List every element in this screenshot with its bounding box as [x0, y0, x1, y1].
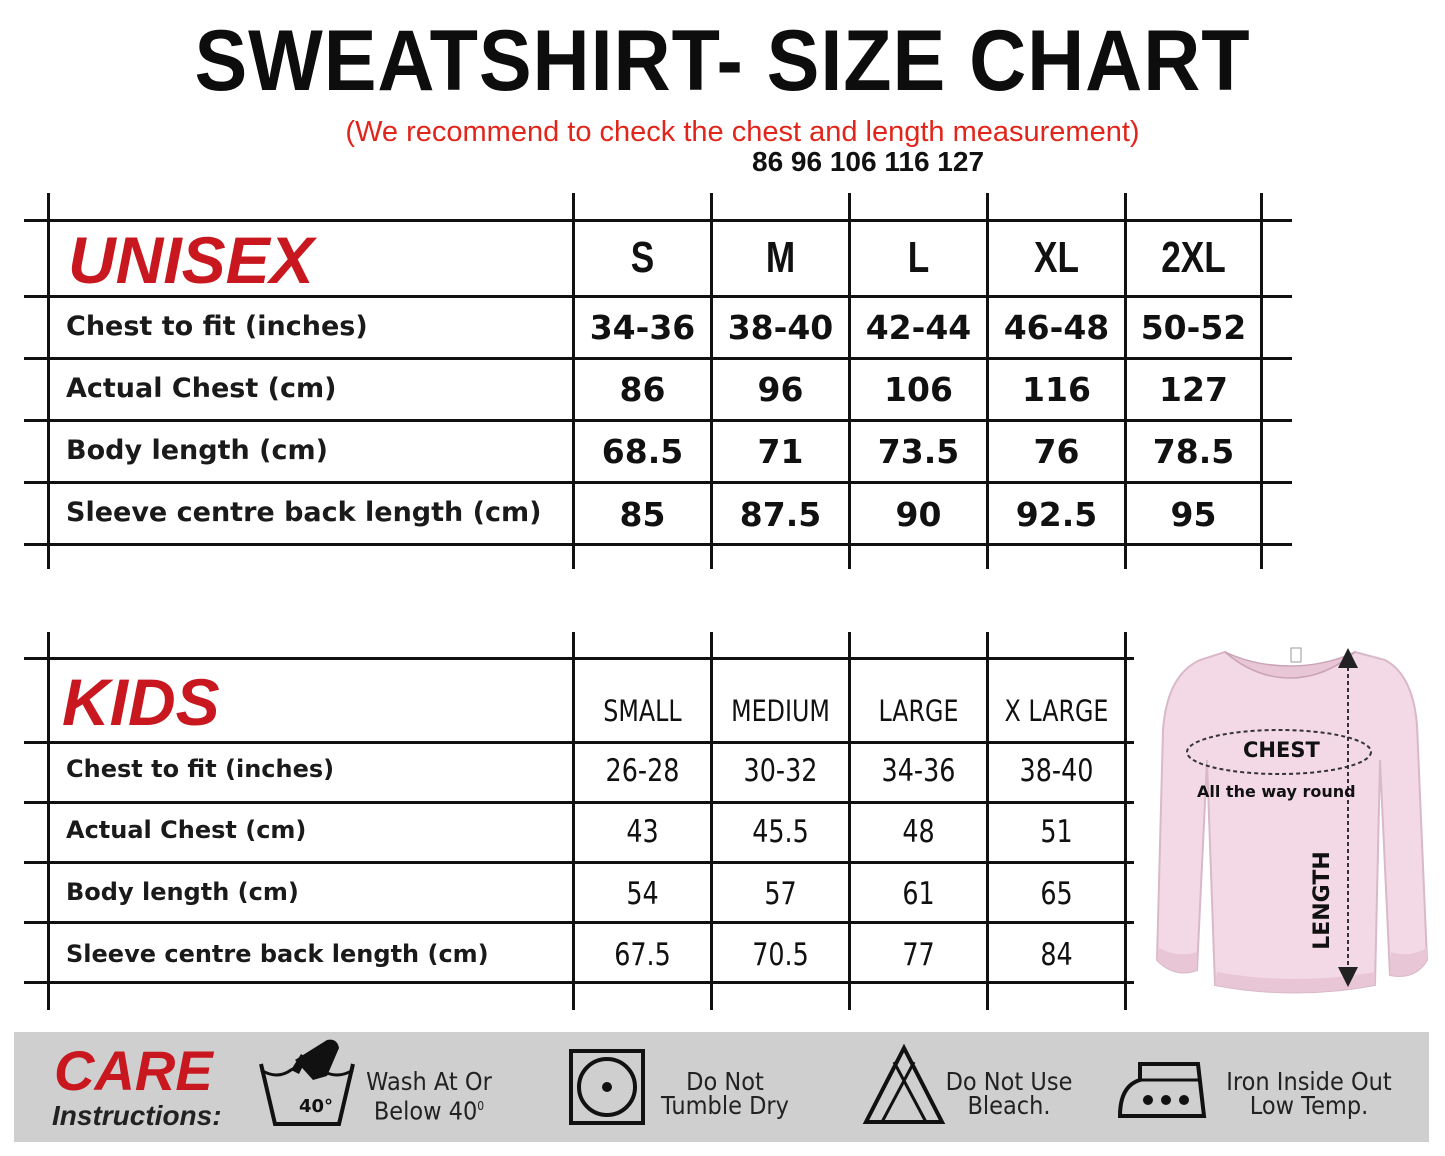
table-cell: 38-40	[1019, 753, 1094, 789]
size-header: L	[907, 233, 930, 282]
table-cell: 34-36	[589, 308, 696, 347]
stray-numbers: 86 96 106 116 127	[752, 146, 985, 177]
care-text-dry	[658, 1067, 793, 1120]
care-line: Do Not Use	[945, 1067, 1073, 1096]
care-text-bleach	[942, 1067, 1077, 1120]
table-rule	[24, 861, 1134, 864]
table-rule	[24, 741, 1134, 744]
care-line-text: Below 40	[373, 1096, 478, 1126]
table-rule	[24, 543, 1292, 546]
degree-mark: 0	[477, 1099, 485, 1113]
wash-tub-icon	[257, 1036, 357, 1137]
care-text-wash	[362, 1067, 497, 1126]
table-rule	[24, 657, 1134, 660]
row-label: Chest to fit (inches)	[66, 311, 368, 342]
table-cell: 54	[626, 876, 659, 912]
sweatshirt-diagram	[1145, 630, 1435, 1000]
row-label: Sleeve centre back length (cm)	[66, 497, 542, 528]
table-rule	[848, 632, 851, 1010]
chest-label: CHEST	[1243, 738, 1320, 762]
table-rule	[47, 193, 50, 569]
chest-note: All the way round	[1197, 782, 1356, 801]
table-cell: 65	[1040, 876, 1073, 912]
table-cell: 34-36	[881, 753, 956, 789]
table-cell: 87.5	[739, 495, 822, 534]
table-cell: 73.5	[877, 432, 960, 471]
length-label: LENGTH	[1309, 851, 1335, 950]
care-subtitle: Instructions:	[52, 1100, 222, 1131]
care-line: Iron Inside Out	[1226, 1067, 1392, 1096]
table-cell: 106	[884, 370, 953, 409]
table-cell: 68.5	[601, 432, 684, 471]
table-rule	[1260, 193, 1263, 569]
care-instructions-bar	[14, 1032, 1429, 1142]
table-rule	[1124, 632, 1127, 1010]
table-cell: 86	[619, 370, 666, 409]
size-header: S	[630, 233, 655, 282]
care-line: Low Temp.	[1249, 1091, 1369, 1120]
table-rule	[710, 632, 713, 1010]
care-line: Do Not	[686, 1067, 764, 1096]
table-cell: 85	[619, 495, 666, 534]
unisex-heading: UNISEX	[68, 223, 314, 297]
page-title: SWEATSHIRT- SIZE CHART	[194, 13, 1251, 109]
care-line: Tumble Dry	[661, 1091, 789, 1120]
size-header: XL	[1034, 233, 1079, 282]
row-label: Body length (cm)	[66, 435, 328, 466]
table-rule	[47, 632, 50, 1010]
table-cell: 116	[1022, 370, 1091, 409]
table-cell: 42-44	[865, 308, 972, 347]
table-rule	[24, 921, 1134, 924]
care-line: Bleach.	[967, 1091, 1051, 1120]
table-cell: 76	[1033, 432, 1080, 471]
row-label: Chest to fit (inches)	[66, 755, 335, 783]
table-cell: 26-28	[605, 753, 680, 789]
size-header: SMALL	[603, 694, 682, 728]
bleach-triangle-icon	[862, 1044, 946, 1131]
table-cell: 71	[757, 432, 804, 471]
table-cell: 30-32	[743, 753, 818, 789]
page-subtitle: (We recommend to check the chest and length measurement)	[345, 116, 1140, 148]
size-header: M	[765, 233, 796, 282]
tumble-dry-icon	[568, 1048, 646, 1131]
table-cell: 67.5	[614, 937, 671, 973]
table-rule	[24, 357, 1292, 360]
row-label: Body length (cm)	[66, 878, 299, 906]
table-rule	[24, 801, 1134, 804]
table-cell: 78.5	[1152, 432, 1235, 471]
table-cell: 51	[1040, 814, 1073, 850]
table-rule	[24, 481, 1292, 484]
care-line: Wash At Or	[366, 1067, 492, 1096]
care-text-iron	[1224, 1067, 1395, 1120]
table-cell: 48	[902, 814, 935, 850]
wash-temp-badge: 40°	[299, 1096, 334, 1117]
table-cell: 84	[1040, 937, 1073, 973]
table-cell: 38-40	[727, 308, 834, 347]
iron-icon	[1114, 1056, 1214, 1127]
table-cell: 50-52	[1140, 308, 1247, 347]
table-rule	[24, 981, 1134, 984]
table-cell: 77	[902, 937, 935, 973]
table-cell: 92.5	[1015, 495, 1098, 534]
table-cell: 45.5	[752, 814, 809, 850]
row-label: Actual Chest (cm)	[66, 816, 307, 844]
table-cell: 46-48	[1003, 308, 1110, 347]
care-title: CARE	[54, 1039, 213, 1102]
row-label: Sleeve centre back length (cm)	[66, 940, 489, 968]
table-cell: 90	[895, 495, 942, 534]
table-rule	[572, 632, 575, 1010]
table-cell: 96	[757, 370, 804, 409]
table-cell: 95	[1170, 495, 1217, 534]
size-header: LARGE	[878, 694, 959, 728]
table-cell: 70.5	[752, 937, 809, 973]
care-line	[362, 1094, 497, 1126]
size-header: MEDIUM	[731, 694, 830, 728]
table-rule	[986, 632, 989, 1010]
kids-heading: KIDS	[62, 665, 220, 739]
size-header: X LARGE	[1004, 694, 1109, 728]
size-header: 2XL	[1161, 233, 1226, 282]
table-cell: 43	[626, 814, 659, 850]
table-cell: 61	[902, 876, 935, 912]
table-rule	[24, 419, 1292, 422]
row-label: Actual Chest (cm)	[66, 373, 337, 404]
table-cell: 127	[1159, 370, 1228, 409]
table-cell: 57	[764, 876, 797, 912]
sweatshirt-icon	[1145, 630, 1435, 1000]
